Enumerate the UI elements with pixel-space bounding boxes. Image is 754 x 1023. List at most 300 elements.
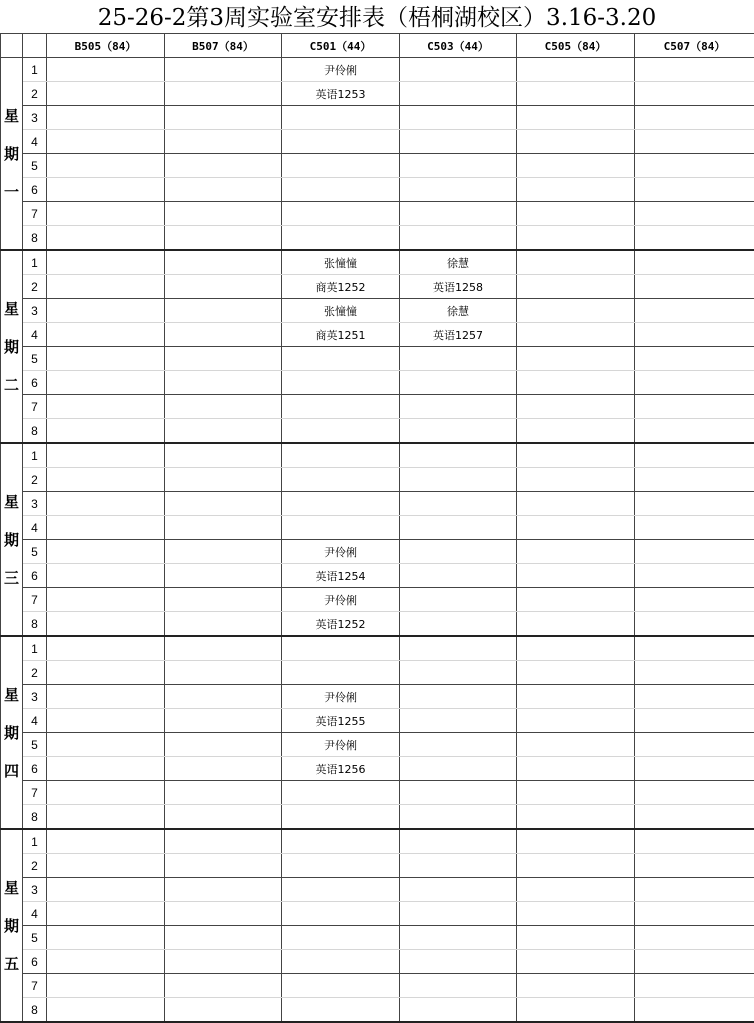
schedule-cell[interactable] xyxy=(47,443,165,468)
table-row xyxy=(1,130,754,154)
schedule-cell[interactable] xyxy=(635,178,754,202)
table-row xyxy=(1,516,754,540)
schedule-cell[interactable] xyxy=(165,395,282,419)
schedule-cell[interactable] xyxy=(517,757,635,781)
schedule-cell[interactable] xyxy=(635,757,754,781)
schedule-cell[interactable] xyxy=(635,347,754,371)
schedule-cell[interactable] xyxy=(517,661,635,685)
schedule-cell[interactable] xyxy=(517,299,635,323)
schedule-cell[interactable] xyxy=(400,902,517,926)
schedule-cell[interactable] xyxy=(282,661,400,685)
table-row xyxy=(1,371,754,395)
schedule-cell[interactable] xyxy=(165,636,282,661)
schedule-cell[interactable] xyxy=(517,878,635,902)
schedule-cell[interactable] xyxy=(517,612,635,637)
schedule-cell[interactable] xyxy=(517,154,635,178)
schedule-cell[interactable] xyxy=(517,829,635,854)
table-row xyxy=(1,564,754,588)
schedule-cell[interactable] xyxy=(400,998,517,1023)
schedule-cell[interactable] xyxy=(635,974,754,998)
schedule-cell[interactable] xyxy=(400,926,517,950)
table-row xyxy=(1,106,754,130)
schedule-cell[interactable] xyxy=(517,588,635,612)
schedule-cell[interactable] xyxy=(47,154,165,178)
schedule-cell[interactable] xyxy=(47,58,165,82)
schedule-cell[interactable] xyxy=(47,250,165,275)
schedule-cell[interactable] xyxy=(517,226,635,251)
schedule-cell[interactable]: 尹伶俐 xyxy=(282,685,400,709)
schedule-cell[interactable] xyxy=(282,902,400,926)
schedule-cell[interactable] xyxy=(165,130,282,154)
schedule-cell[interactable] xyxy=(400,854,517,878)
schedule-cell[interactable] xyxy=(635,202,754,226)
table-row xyxy=(1,878,754,902)
schedule-cell[interactable] xyxy=(635,58,754,82)
schedule-cell[interactable] xyxy=(47,468,165,492)
schedule-cell[interactable] xyxy=(165,82,282,106)
schedule-cell[interactable] xyxy=(400,564,517,588)
schedule-cell[interactable] xyxy=(635,540,754,564)
schedule-cell[interactable] xyxy=(517,733,635,757)
schedule-cell[interactable] xyxy=(400,878,517,902)
schedule-cell[interactable]: 尹伶俐 xyxy=(282,540,400,564)
schedule-cell[interactable] xyxy=(165,564,282,588)
table-row xyxy=(1,540,754,564)
schedule-cell[interactable] xyxy=(47,588,165,612)
schedule-cell[interactable] xyxy=(635,492,754,516)
schedule-cell[interactable] xyxy=(400,588,517,612)
corner-cell xyxy=(1,34,23,58)
schedule-cell[interactable] xyxy=(165,974,282,998)
schedule-cell[interactable] xyxy=(635,636,754,661)
schedule-cell[interactable] xyxy=(282,829,400,854)
schedule-cell[interactable] xyxy=(47,854,165,878)
schedule-cell[interactable] xyxy=(400,106,517,130)
schedule-cell[interactable] xyxy=(165,950,282,974)
schedule-cell[interactable] xyxy=(517,202,635,226)
schedule-cell[interactable] xyxy=(282,468,400,492)
schedule-cell[interactable] xyxy=(517,781,635,805)
schedule-cell[interactable] xyxy=(282,950,400,974)
schedule-cell[interactable] xyxy=(165,202,282,226)
schedule-cell[interactable]: 尹伶俐 xyxy=(282,58,400,82)
schedule-cell[interactable]: 尹伶俐 xyxy=(282,733,400,757)
day-char: 星 xyxy=(1,290,22,328)
schedule-cell[interactable] xyxy=(400,371,517,395)
schedule-cell[interactable] xyxy=(282,202,400,226)
schedule-cell[interactable] xyxy=(517,564,635,588)
schedule-cell[interactable]: 英语1257 xyxy=(400,323,517,347)
schedule-cell[interactable]: 尹伶俐 xyxy=(282,588,400,612)
schedule-cell[interactable] xyxy=(282,926,400,950)
schedule-cell[interactable] xyxy=(282,130,400,154)
schedule-body xyxy=(1,34,754,1023)
schedule-cell[interactable] xyxy=(165,709,282,733)
schedule-cell[interactable] xyxy=(47,516,165,540)
schedule-cell[interactable] xyxy=(635,829,754,854)
schedule-cell[interactable] xyxy=(47,902,165,926)
schedule-cell[interactable] xyxy=(400,347,517,371)
schedule-cell[interactable] xyxy=(165,468,282,492)
schedule-cell[interactable] xyxy=(165,733,282,757)
schedule-cell[interactable] xyxy=(47,371,165,395)
schedule-cell[interactable] xyxy=(165,178,282,202)
schedule-cell[interactable] xyxy=(400,781,517,805)
schedule-cell[interactable] xyxy=(400,492,517,516)
schedule-cell[interactable] xyxy=(165,250,282,275)
schedule-cell[interactable] xyxy=(282,998,400,1023)
schedule-cell[interactable] xyxy=(165,926,282,950)
sheet-title: 25-26-2第3周实验室安排表（梧桐湖校区）3.16-3.20 xyxy=(0,0,754,33)
schedule-cell[interactable] xyxy=(517,275,635,299)
schedule-cell[interactable] xyxy=(517,805,635,830)
schedule-cell[interactable] xyxy=(165,492,282,516)
schedule-cell[interactable] xyxy=(47,323,165,347)
schedule-cell[interactable] xyxy=(165,588,282,612)
schedule-cell[interactable] xyxy=(400,82,517,106)
schedule-cell[interactable] xyxy=(635,950,754,974)
period-cell: 1 xyxy=(23,250,47,275)
schedule-cell[interactable] xyxy=(635,612,754,637)
schedule-cell[interactable] xyxy=(400,58,517,82)
schedule-cell[interactable] xyxy=(165,371,282,395)
schedule-cell[interactable] xyxy=(635,685,754,709)
schedule-cell[interactable] xyxy=(47,926,165,950)
schedule-cell[interactable] xyxy=(282,154,400,178)
schedule-cell[interactable] xyxy=(165,443,282,468)
table-row xyxy=(1,58,754,82)
schedule-cell[interactable] xyxy=(47,974,165,998)
schedule-cell[interactable] xyxy=(47,998,165,1023)
schedule-cell[interactable] xyxy=(400,130,517,154)
period-cell: 2 xyxy=(23,82,47,106)
schedule-cell[interactable] xyxy=(400,468,517,492)
schedule-cell[interactable] xyxy=(400,226,517,251)
room-header-3: C503（44） xyxy=(400,34,517,58)
day-char: 星 xyxy=(1,676,22,714)
schedule-cell[interactable] xyxy=(635,902,754,926)
schedule-cell[interactable] xyxy=(635,998,754,1023)
schedule-cell[interactable] xyxy=(47,685,165,709)
schedule-cell[interactable] xyxy=(47,829,165,854)
schedule-cell[interactable] xyxy=(400,443,517,468)
table-row xyxy=(1,395,754,419)
schedule-cell[interactable] xyxy=(400,733,517,757)
schedule-cell[interactable] xyxy=(517,130,635,154)
schedule-cell[interactable] xyxy=(282,395,400,419)
table-row xyxy=(1,347,754,371)
schedule-cell[interactable] xyxy=(517,950,635,974)
schedule-cell[interactable] xyxy=(165,878,282,902)
table-row xyxy=(1,82,754,106)
schedule-cell[interactable] xyxy=(635,733,754,757)
schedule-cell[interactable]: 英语1254 xyxy=(282,564,400,588)
schedule-cell[interactable] xyxy=(517,178,635,202)
schedule-cell[interactable] xyxy=(635,661,754,685)
schedule-cell[interactable] xyxy=(517,395,635,419)
period-cell: 4 xyxy=(23,709,47,733)
schedule-cell[interactable] xyxy=(635,419,754,444)
schedule-cell[interactable] xyxy=(517,974,635,998)
schedule-cell[interactable] xyxy=(517,468,635,492)
schedule-cell[interactable]: 徐慧 xyxy=(400,299,517,323)
schedule-cell[interactable] xyxy=(400,805,517,830)
schedule-cell[interactable]: 英语1258 xyxy=(400,275,517,299)
schedule-cell[interactable] xyxy=(282,492,400,516)
schedule-cell[interactable] xyxy=(282,419,400,444)
schedule-cell[interactable] xyxy=(635,854,754,878)
schedule-cell[interactable] xyxy=(47,275,165,299)
schedule-cell[interactable] xyxy=(282,371,400,395)
schedule-cell[interactable] xyxy=(47,757,165,781)
period-cell: 8 xyxy=(23,998,47,1023)
schedule-cell[interactable] xyxy=(165,58,282,82)
schedule-cell[interactable] xyxy=(635,395,754,419)
schedule-cell[interactable] xyxy=(165,275,282,299)
schedule-cell[interactable] xyxy=(517,371,635,395)
schedule-cell[interactable] xyxy=(517,250,635,275)
period-cell: 7 xyxy=(23,588,47,612)
day-char: 星 xyxy=(1,483,22,521)
schedule-cell[interactable] xyxy=(517,419,635,444)
schedule-cell[interactable] xyxy=(47,419,165,444)
schedule-cell[interactable] xyxy=(517,636,635,661)
table-row xyxy=(1,950,754,974)
schedule-cell[interactable] xyxy=(282,974,400,998)
period-cell: 3 xyxy=(23,685,47,709)
schedule-cell[interactable]: 商英1251 xyxy=(282,323,400,347)
table-row xyxy=(1,757,754,781)
schedule-cell[interactable] xyxy=(635,275,754,299)
period-cell: 2 xyxy=(23,468,47,492)
schedule-cell[interactable] xyxy=(47,612,165,637)
table-row xyxy=(1,154,754,178)
schedule-table xyxy=(0,33,754,1023)
schedule-cell[interactable] xyxy=(47,661,165,685)
schedule-cell[interactable] xyxy=(400,636,517,661)
period-cell: 1 xyxy=(23,443,47,468)
schedule-cell[interactable] xyxy=(635,709,754,733)
table-row xyxy=(1,661,754,685)
schedule-cell[interactable] xyxy=(400,154,517,178)
schedule-cell[interactable] xyxy=(47,178,165,202)
schedule-cell[interactable] xyxy=(400,661,517,685)
period-cell: 4 xyxy=(23,902,47,926)
schedule-cell[interactable] xyxy=(282,226,400,251)
schedule-cell[interactable] xyxy=(165,998,282,1023)
schedule-cell[interactable]: 英语1256 xyxy=(282,757,400,781)
schedule-cell[interactable] xyxy=(400,709,517,733)
schedule-cell[interactable] xyxy=(517,902,635,926)
schedule-cell[interactable]: 徐慧 xyxy=(400,250,517,275)
schedule-cell[interactable] xyxy=(517,854,635,878)
schedule-cell[interactable] xyxy=(517,998,635,1023)
schedule-cell[interactable] xyxy=(517,492,635,516)
schedule-cell[interactable] xyxy=(517,540,635,564)
schedule-cell[interactable] xyxy=(635,805,754,830)
schedule-cell[interactable] xyxy=(47,540,165,564)
schedule-cell[interactable] xyxy=(47,130,165,154)
schedule-cell[interactable] xyxy=(165,516,282,540)
schedule-cell[interactable] xyxy=(635,323,754,347)
schedule-cell[interactable] xyxy=(517,443,635,468)
schedule-cell[interactable] xyxy=(635,443,754,468)
schedule-cell[interactable] xyxy=(400,757,517,781)
schedule-cell[interactable] xyxy=(282,443,400,468)
schedule-cell[interactable] xyxy=(47,636,165,661)
schedule-cell[interactable] xyxy=(400,612,517,637)
schedule-cell[interactable] xyxy=(635,299,754,323)
schedule-cell[interactable] xyxy=(165,299,282,323)
schedule-cell[interactable] xyxy=(400,540,517,564)
schedule-cell[interactable] xyxy=(635,371,754,395)
day-char: 三 xyxy=(1,559,22,597)
schedule-cell[interactable]: 商英1252 xyxy=(282,275,400,299)
schedule-cell[interactable] xyxy=(165,419,282,444)
schedule-cell[interactable] xyxy=(517,926,635,950)
period-cell: 6 xyxy=(23,371,47,395)
schedule-cell[interactable] xyxy=(165,829,282,854)
schedule-cell[interactable] xyxy=(165,757,282,781)
schedule-cell[interactable] xyxy=(47,564,165,588)
schedule-cell[interactable] xyxy=(282,516,400,540)
schedule-cell[interactable] xyxy=(282,636,400,661)
schedule-cell[interactable] xyxy=(282,805,400,830)
schedule-cell[interactable] xyxy=(165,226,282,251)
schedule-cell[interactable] xyxy=(517,516,635,540)
schedule-cell[interactable] xyxy=(517,106,635,130)
schedule-cell[interactable] xyxy=(400,974,517,998)
schedule-cell[interactable] xyxy=(635,588,754,612)
schedule-cell[interactable] xyxy=(635,82,754,106)
schedule-cell[interactable] xyxy=(282,781,400,805)
schedule-cell[interactable] xyxy=(165,805,282,830)
schedule-cell[interactable] xyxy=(165,854,282,878)
schedule-cell[interactable] xyxy=(165,323,282,347)
schedule-cell[interactable] xyxy=(400,950,517,974)
schedule-cell[interactable] xyxy=(282,878,400,902)
schedule-cell[interactable]: 英语1255 xyxy=(282,709,400,733)
schedule-cell[interactable] xyxy=(165,685,282,709)
schedule-cell[interactable]: 张憧憧 xyxy=(282,250,400,275)
day-char: 四 xyxy=(1,752,22,790)
day-char: 期 xyxy=(1,328,22,366)
schedule-cell[interactable] xyxy=(400,202,517,226)
schedule-cell[interactable] xyxy=(47,106,165,130)
table-row xyxy=(1,178,754,202)
schedule-cell[interactable] xyxy=(517,58,635,82)
schedule-cell[interactable] xyxy=(282,854,400,878)
schedule-cell[interactable] xyxy=(517,709,635,733)
schedule-cell[interactable] xyxy=(517,347,635,371)
schedule-cell[interactable] xyxy=(635,226,754,251)
period-cell: 2 xyxy=(23,661,47,685)
schedule-cell[interactable] xyxy=(635,130,754,154)
schedule-cell[interactable] xyxy=(47,299,165,323)
schedule-cell[interactable]: 张憧憧 xyxy=(282,299,400,323)
schedule-cell[interactable] xyxy=(635,250,754,275)
schedule-cell[interactable] xyxy=(282,347,400,371)
schedule-cell[interactable] xyxy=(47,878,165,902)
period-cell: 7 xyxy=(23,395,47,419)
period-cell: 8 xyxy=(23,226,47,251)
table-row xyxy=(1,612,754,637)
schedule-cell[interactable] xyxy=(47,492,165,516)
schedule-cell[interactable] xyxy=(165,781,282,805)
schedule-cell[interactable] xyxy=(635,154,754,178)
period-cell: 7 xyxy=(23,202,47,226)
table-row xyxy=(1,419,754,444)
day-label-1 xyxy=(1,250,23,443)
schedule-cell[interactable] xyxy=(635,106,754,130)
schedule-cell[interactable] xyxy=(517,323,635,347)
schedule-cell[interactable]: 英语1252 xyxy=(282,612,400,637)
schedule-cell[interactable] xyxy=(635,781,754,805)
table-row xyxy=(1,202,754,226)
schedule-cell[interactable] xyxy=(400,516,517,540)
table-row xyxy=(1,685,754,709)
period-cell: 4 xyxy=(23,130,47,154)
schedule-cell[interactable] xyxy=(165,154,282,178)
schedule-cell[interactable] xyxy=(47,709,165,733)
period-cell: 3 xyxy=(23,492,47,516)
schedule-cell[interactable] xyxy=(635,564,754,588)
schedule-cell[interactable] xyxy=(165,540,282,564)
schedule-cell[interactable] xyxy=(517,685,635,709)
schedule-cell[interactable] xyxy=(47,781,165,805)
day-char: 期 xyxy=(1,521,22,559)
schedule-cell[interactable] xyxy=(165,902,282,926)
schedule-cell[interactable] xyxy=(635,516,754,540)
schedule-cell[interactable] xyxy=(47,202,165,226)
schedule-cell[interactable] xyxy=(165,106,282,130)
day-char: 期 xyxy=(1,907,22,945)
schedule-cell[interactable] xyxy=(165,347,282,371)
schedule-cell[interactable] xyxy=(517,82,635,106)
schedule-cell[interactable] xyxy=(282,178,400,202)
table-row xyxy=(1,998,754,1023)
schedule-cell[interactable] xyxy=(47,805,165,830)
period-cell: 1 xyxy=(23,829,47,854)
table-row xyxy=(1,829,754,854)
schedule-cell[interactable] xyxy=(47,82,165,106)
period-cell: 8 xyxy=(23,805,47,830)
day-label-2 xyxy=(1,443,23,636)
day-label-3 xyxy=(1,636,23,829)
schedule-cell[interactable] xyxy=(400,178,517,202)
schedule-cell[interactable] xyxy=(47,226,165,251)
schedule-cell[interactable]: 英语1253 xyxy=(282,82,400,106)
schedule-cell[interactable] xyxy=(47,347,165,371)
table-row xyxy=(1,974,754,998)
schedule-cell[interactable] xyxy=(47,395,165,419)
period-cell: 4 xyxy=(23,323,47,347)
schedule-cell[interactable] xyxy=(47,950,165,974)
schedule-cell[interactable] xyxy=(282,106,400,130)
schedule-cell[interactable] xyxy=(400,829,517,854)
schedule-cell[interactable] xyxy=(635,468,754,492)
table-row xyxy=(1,902,754,926)
schedule-cell[interactable] xyxy=(400,419,517,444)
schedule-cell[interactable] xyxy=(47,733,165,757)
schedule-cell[interactable] xyxy=(165,661,282,685)
schedule-cell[interactable] xyxy=(400,685,517,709)
schedule-cell[interactable] xyxy=(635,926,754,950)
schedule-cell[interactable] xyxy=(165,612,282,637)
schedule-cell[interactable] xyxy=(400,395,517,419)
day-char: 五 xyxy=(1,945,22,983)
schedule-cell[interactable] xyxy=(635,878,754,902)
